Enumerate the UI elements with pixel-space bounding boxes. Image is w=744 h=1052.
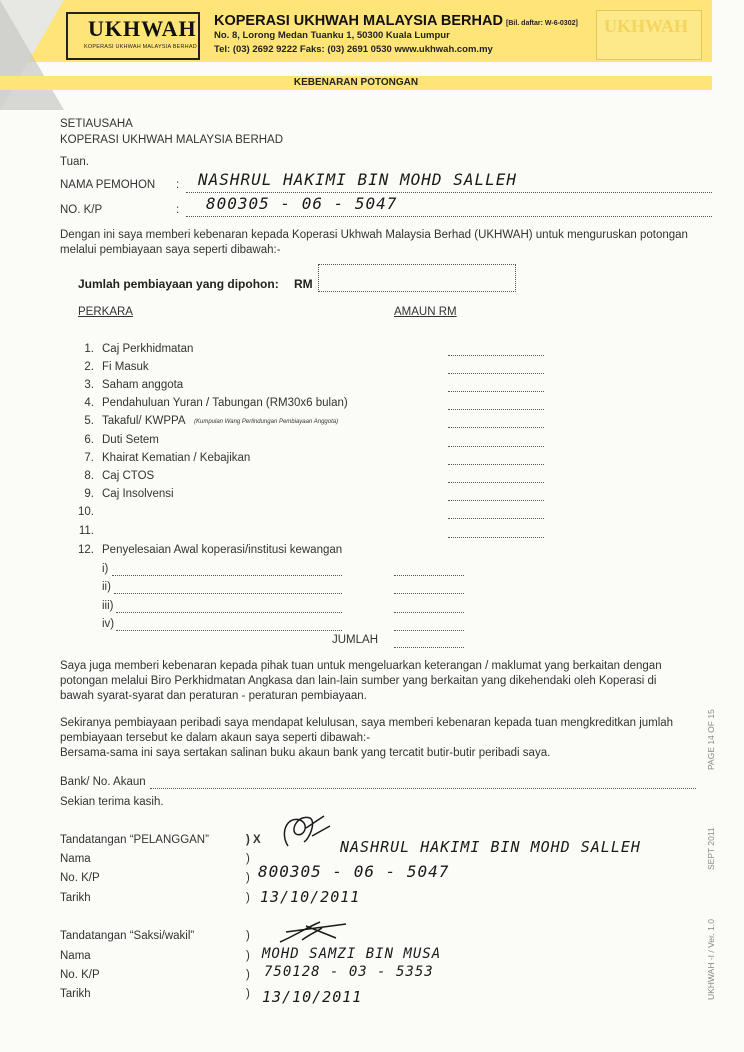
bracket: ) xyxy=(246,950,250,962)
sub-item-amount-line[interactable] xyxy=(394,620,464,631)
item-label: Penyelesaian Awal koperasi/institusi kewangan xyxy=(102,544,343,556)
bank-account-label: Bank/ No. Akaun xyxy=(60,776,146,788)
witness-date-label: Tarikh xyxy=(60,988,91,1000)
contact-info: Tel: (03) 2692 9222 Faks: (03) 2691 0530 www.ukhwah.com.my xyxy=(214,44,493,55)
sub-item-line[interactable] xyxy=(116,602,342,613)
consent-paragraph-line: bawah syarat-syarat dan peraturan - peraturan pembiayaan. xyxy=(60,690,367,702)
watermark-logo: UKHWAH xyxy=(604,16,689,36)
sub-item-line[interactable] xyxy=(116,620,342,631)
sub-item-label: i) xyxy=(102,563,109,575)
sub-item-line[interactable] xyxy=(112,565,342,576)
bank-account-line[interactable] xyxy=(150,778,696,789)
addressee-line: SETIAUSAHA xyxy=(60,118,133,130)
applicant-ic-label: NO. K/P xyxy=(60,204,103,216)
witness-name-label: Nama xyxy=(60,950,91,962)
credit-paragraph-line: Bersama-sama ini saya sertakan salinan buku akaun bank yang tercatit butir-butir peribadi saya. xyxy=(60,747,551,759)
item-number: 5. xyxy=(84,415,94,427)
item-number: 1. xyxy=(84,343,94,355)
item-label: Caj CTOS xyxy=(102,470,155,482)
witness-signature xyxy=(276,914,350,948)
revision-date: SEPT 2011 xyxy=(706,827,716,870)
item-amount-line[interactable] xyxy=(448,381,544,392)
item-label: Fi Masuk xyxy=(102,361,149,373)
item-amount-line[interactable] xyxy=(448,508,544,519)
item-number: 4. xyxy=(84,397,94,409)
witness-ic-label: No. K/P xyxy=(60,969,100,981)
sub-item-label: ii) xyxy=(102,581,111,593)
witness-ic-value: 750128 - 03 - 5353 xyxy=(264,964,434,980)
sub-item-line[interactable] xyxy=(114,583,342,594)
item-amount-line[interactable] xyxy=(448,527,544,538)
bracket: ) xyxy=(246,872,250,884)
customer-ic-value: 800305 - 06 - 5047 xyxy=(258,862,450,881)
item-amount-line[interactable] xyxy=(448,436,544,447)
applicant-name-label: NAMA PEMOHON xyxy=(60,179,156,191)
intro-line: melalui pembiayaan saya seperti dibawah:- xyxy=(60,244,281,256)
item-note: (Kumpulan Wang Perlindungan Pembiayaan Anggota) xyxy=(194,419,339,425)
customer-name-handwritten: NASHRUL HAKIMI BIN MOHD SALLEH xyxy=(340,838,641,856)
credit-paragraph-line: Sekiranya pembiayaan peribadi saya mendapat kelulusan, saya memberi kebenaran kepada tuan mengkreditkan jumlah xyxy=(60,717,674,729)
item-amount-line[interactable] xyxy=(448,417,544,428)
bracket: ) xyxy=(246,930,250,942)
item-number: 8. xyxy=(84,470,94,482)
applicant-name-value: NASHRUL HAKIMI BIN MOHD SALLEH xyxy=(198,170,517,189)
item-label: Takaful/ KWPPA xyxy=(102,415,186,427)
intro-line: Dengan ini saya memberi kebenaran kepada Koperasi Ukhwah Malaysia Berhad (UKHWAH) untuk menguruskan potongan xyxy=(60,229,688,241)
org-name: KOPERASI UKHWAH MALAYSIA BERHAD xyxy=(214,13,503,29)
item-amount-line[interactable] xyxy=(448,490,544,501)
colon: : xyxy=(176,179,180,191)
witness-date-value: 13/10/2011 xyxy=(262,988,363,1006)
financing-label: Jumlah pembiayaan yang dipohon: xyxy=(78,277,279,291)
item-number: 3. xyxy=(84,379,94,391)
customer-signature-label: Tandatangan “PELANGGAN” xyxy=(60,834,209,846)
consent-paragraph-line: potongan melalui Biro Perkhidmatan Angkasa dan lain-lain sumber yang berkaitan yang dikehendaki oleh Koperasi di xyxy=(60,675,657,687)
form-version: UKHWAH -I / Ver. 1.0 xyxy=(706,919,716,1000)
financing-amount-box[interactable] xyxy=(318,264,516,292)
item-amount-line[interactable] xyxy=(448,345,544,356)
customer-signature xyxy=(276,808,336,858)
item-amount-line[interactable] xyxy=(448,399,544,410)
column-amount-header: AMAUN RM xyxy=(394,306,457,318)
bracket: ) xyxy=(246,969,250,981)
bracket: ) xyxy=(246,853,250,865)
item-label: Saham anggota xyxy=(102,379,184,391)
address: No. 8, Lorong Medan Tuanku 1, 50300 Kuala Lumpur xyxy=(214,30,450,41)
applicant-ic-value: 800305 - 06 - 5047 xyxy=(206,194,398,213)
logo-text: UKHWAH xyxy=(88,16,197,41)
colon: : xyxy=(176,204,180,216)
logo-subtitle: KOPERASI UKHWAH MALAYSIA BERHAD xyxy=(84,44,197,50)
item-number: 9. xyxy=(84,488,94,500)
customer-date-label: Tarikh xyxy=(60,892,91,904)
item-label: Duti Setem xyxy=(102,434,159,446)
customer-name-label: Nama xyxy=(60,853,91,865)
bracket: ) xyxy=(246,892,250,904)
item-number: 7. xyxy=(84,452,94,464)
page-number: PAGE 14 OF 15 xyxy=(706,709,716,770)
item-label: Caj Perkhidmatan xyxy=(102,343,194,355)
item-amount-line[interactable] xyxy=(448,472,544,483)
sub-item-label: iii) xyxy=(102,600,114,612)
item-number: 2. xyxy=(84,361,94,373)
sub-item-amount-line[interactable] xyxy=(394,565,464,576)
financing-currency: RM xyxy=(294,277,313,291)
salutation: Tuan. xyxy=(60,156,89,168)
registration-number: [Bil. daftar: W-6-0302] xyxy=(506,20,578,27)
credit-paragraph-line: pembiayaan tersebut ke dalam akaun saya seperti dibawah:- xyxy=(60,732,371,744)
item-label: Khairat Kematian / Kebajikan xyxy=(102,452,251,464)
customer-date-value: 13/10/2011 xyxy=(260,888,361,906)
item-number: 12. xyxy=(78,544,94,556)
item-number: 6. xyxy=(84,434,94,446)
item-number: 11. xyxy=(78,525,94,537)
column-item-header: PERKARA xyxy=(78,306,133,318)
witness-signature-label: Tandatangan “Saksi/wakil” xyxy=(60,930,195,942)
item-number: 10. xyxy=(78,506,94,518)
form-title: KEBENARAN POTONGAN xyxy=(0,76,712,90)
item-amount-line[interactable] xyxy=(448,454,544,465)
signature-mark: ) X xyxy=(246,834,261,846)
addressee-line: KOPERASI UKHWAH MALAYSIA BERHAD xyxy=(60,134,284,146)
folded-corner-shadow xyxy=(0,0,64,110)
sub-item-amount-line[interactable] xyxy=(394,602,464,613)
customer-ic-label: No. K/P xyxy=(60,872,100,884)
consent-paragraph-line: Saya juga memberi kebenaran kepada pihak tuan untuk mengeluarkan keterangan / maklumat yang berkaitan dengan xyxy=(60,660,662,672)
witness-name-value: MOHD SAMZI BIN MUSA xyxy=(262,946,442,962)
bracket: ) xyxy=(246,988,250,1000)
total-label: JUMLAH xyxy=(332,634,379,646)
item-amount-line[interactable] xyxy=(448,363,544,374)
sub-item-label: iv) xyxy=(102,618,115,630)
closing-text: Sekian terima kasih. xyxy=(60,796,164,808)
item-label: Caj Insolvensi xyxy=(102,488,174,500)
item-label: Pendahuluan Yuran / Tabungan (RM30x6 bulan) xyxy=(102,397,348,409)
total-amount-line[interactable] xyxy=(394,637,464,648)
sub-item-amount-line[interactable] xyxy=(394,583,464,594)
